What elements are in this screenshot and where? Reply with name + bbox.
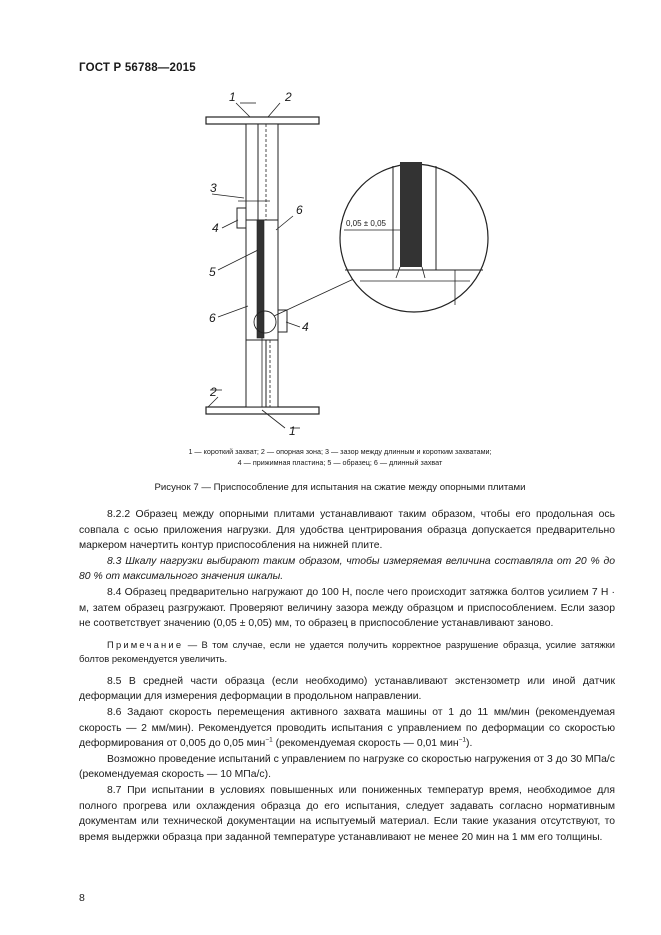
detail-view <box>340 162 488 312</box>
label-6-right: 6 <box>296 203 303 217</box>
paragraph-8-2-2: 8.2.2 Образец между опорными плитами устанавливают таким образом, чтобы его продольная ось совпала с осью приложения нагрузки. Для удобства центрирования образца допускается предварительно маркером начертить контур приспособления на нижней плите. <box>79 509 615 552</box>
figure-7 <box>0 0 661 440</box>
body-text <box>79 507 615 845</box>
label-6-left: 6 <box>209 311 216 325</box>
note-text: — В том случае, если не удается получить корректное разрушение образца, усилие затяжки болтов рекомендуется увеличить. <box>79 638 615 664</box>
paragraph-8-4: 8.4 Образец предварительно нагружают до 100 Н, после чего происходит затяжка болтов усилием 7 Н · м, затем образец разгружают. Проверяют величину зазора между образцом и приспособлением. Если зазор не соответствует значению (0,05 ± 0,05) мм, то образец в приспособление устанавливают заново. <box>79 586 615 630</box>
figure-legend-line2: 4 — прижимная пластина; 5 — образец; 6 — длинный захват <box>237 458 443 467</box>
short-grip-lower <box>266 340 278 407</box>
label-2-bottom: 2 <box>210 385 217 399</box>
document-header: ГОСТ Р 56788—2015 <box>79 62 196 74</box>
label-5: 5 <box>209 265 216 279</box>
paragraph-8-3: 8.3 Шкалу нагрузки выбирают таким образом, чтобы измеряемая величина составляла от 20 % до 80 % от максимального значения шкалы. <box>79 555 615 583</box>
paragraph-8-5: 8.5 В средней части образца (если необходимо) устанавливают экстензометр или иной датчик деформации для измерения деформации в продольном направлении. <box>79 675 615 703</box>
label-1-top: 1 <box>229 90 236 104</box>
figure-caption: Рисунок 7 — Приспособление для испытания на сжатие между опорными плитами <box>154 482 526 493</box>
label-2-top: 2 <box>285 90 292 104</box>
short-grip-upper <box>246 124 258 220</box>
label-1-bottom: 1 <box>289 424 296 438</box>
page-number: 8 <box>79 892 85 904</box>
label-4-left: 4 <box>212 221 219 235</box>
paragraph-8-6: 8.6 Задают скорость перемещения активного захвата машины от 1 до 11 мм/мин (рекомендуемая скорость — 2 мм/мин). Рекомендуется проводить испытания с управлением по деформации со скоростью деформирования от 0,005 до 0,05 мин$^{-1}$ (рекомендуемая скорость — 0,01 мин$^{-1}$). <box>79 706 615 750</box>
long-grip-lower <box>246 340 266 407</box>
figure-legend-line1: 1 — короткий захват; 2 — опорная зона; 3 — зазор между длинным и коротким захватами; <box>188 447 492 456</box>
fixture-drawing <box>0 0 661 440</box>
label-4-right: 4 <box>302 320 309 334</box>
gap-dimension: 0,05 ± 0,05 <box>346 219 386 228</box>
label-3: 3 <box>210 181 217 195</box>
specimen <box>257 220 264 338</box>
top-support-plate <box>206 117 319 124</box>
note-label: Примечание <box>107 638 184 650</box>
note <box>79 638 615 666</box>
long-grip-upper <box>258 124 278 220</box>
clamp-plate-left <box>237 208 246 228</box>
paragraph-8-6-load: Возможно проведение испытаний с управлением по нагрузке со скоростью нагружения от 3 до 30 МПа/с (рекомендуемая скорость — 10 МПа/с). <box>79 753 615 781</box>
paragraph-8-7: 8.7 При испытании в условиях повышенных или пониженных температур время, необходимое для полного прогрева или охлаждения образца до его испытания, следует задавать согласно нормативным документам или технической документации на испытуемый материал. Если такие указания отсутствуют, то время выдержки образца при заданной температуре устанавливают не менее 20 мин на 1 мм его толщины. <box>79 784 615 843</box>
